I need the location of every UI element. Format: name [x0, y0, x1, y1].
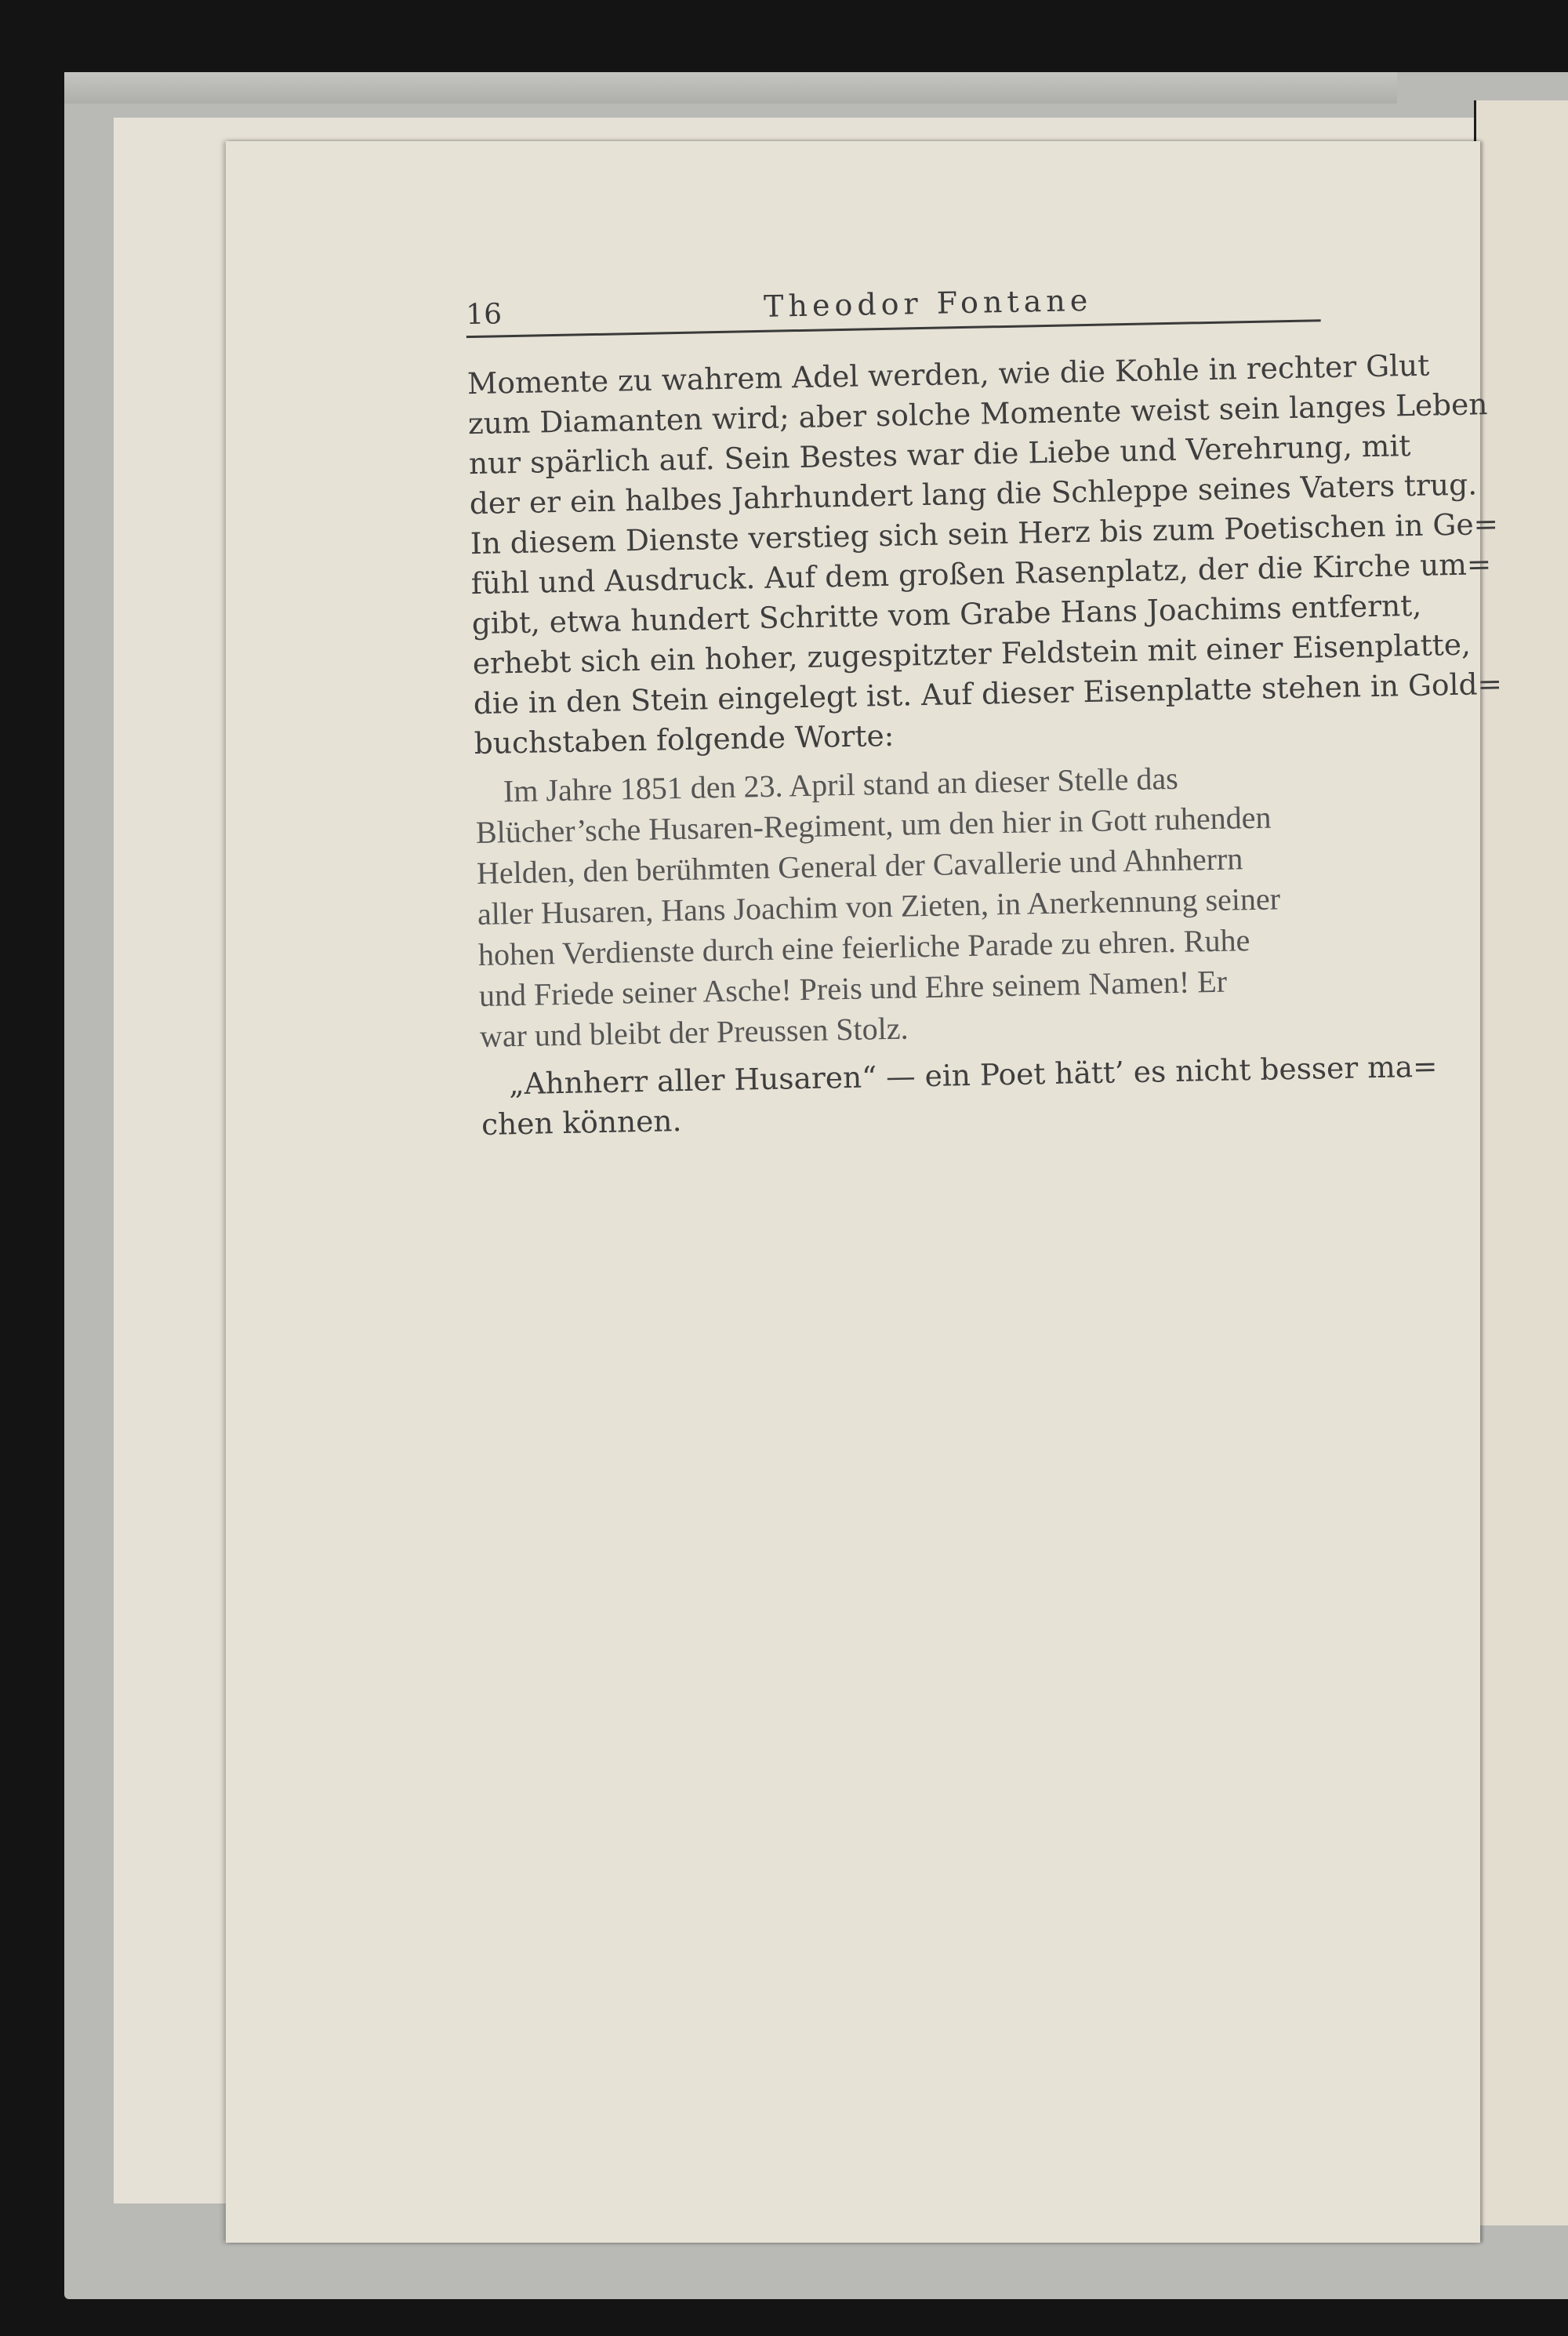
inscription-line: hohen Verdienste durch eine feierliche Parade zu ehren. Ruhe — [477, 922, 1250, 973]
text-line: der er ein halbes Jahrhundert lang die Schleppe seines Vaters trug. — [469, 467, 1478, 521]
text-line: fühl und Ausdruck. Auf dem großen Rasenplatz, der die Kirche um= — [470, 547, 1492, 601]
inscription-line: Im Jahre 1851 den 23. April stand an dieser Stelle das — [503, 760, 1179, 809]
cover-edge — [64, 72, 1397, 104]
inscription-line: war und bleibt der Preussen Stolz. — [479, 1010, 909, 1054]
page-content — [226, 117, 1520, 2242]
text-line: buchstaben folgende Worte: — [474, 718, 895, 761]
inscription-quote — [474, 755, 1350, 1057]
body-text — [466, 347, 1503, 1145]
text-line: chen können. — [481, 1103, 682, 1142]
inscription-line: Helden, den berühmten General der Cavallerie und Ahnherrn — [476, 841, 1243, 892]
page-number: 16 — [465, 298, 503, 332]
running-head — [466, 269, 1321, 338]
text-line: erhebt sich ein hoher, zugespitzter Feldstein mit einer Eisenplatte, — [472, 627, 1472, 681]
text-line: zum Diamanten wird; aber solche Momente weist sein langes Leben — [467, 387, 1488, 441]
text-line: nur spärlich auf. Sein Bestes war die Liebe und Verehrung, mit — [468, 428, 1411, 481]
paragraph-1 — [466, 347, 1503, 764]
text-line: Momente zu wahrem Adel werden, wie die Kohle in rechter Glut — [466, 347, 1430, 401]
inscription-line: aller Husaren, Hans Joachim von Zieten, in Anerkennung seiner — [477, 881, 1281, 932]
running-title: Theodor Fontane — [763, 282, 1093, 324]
text-line: „Ahnherr aller Husaren“ — ein Poet hätt’ es nicht besser ma= — [508, 1048, 1438, 1102]
text-line: die in den Stein eingelegt ist. Auf dieser Eisenplatte stehen in Gold= — [473, 666, 1503, 721]
text-line: In diesem Dienste verstieg sich sein Herz bis zum Poetischen in Ge= — [470, 506, 1499, 561]
inscription-line: Blücher’sche Husaren-Regiment, um den hier in Gott ruhenden — [475, 799, 1272, 851]
closing-paragraph — [481, 1048, 1438, 1145]
book-page — [226, 141, 1503, 2243]
text-line: gibt, etwa hundert Schritte vom Grabe Hans Joachims entfernt, — [471, 587, 1422, 641]
inscription-line: und Friede seiner Asche! Preis und Ehre seinem Namen! Er — [478, 963, 1228, 1013]
